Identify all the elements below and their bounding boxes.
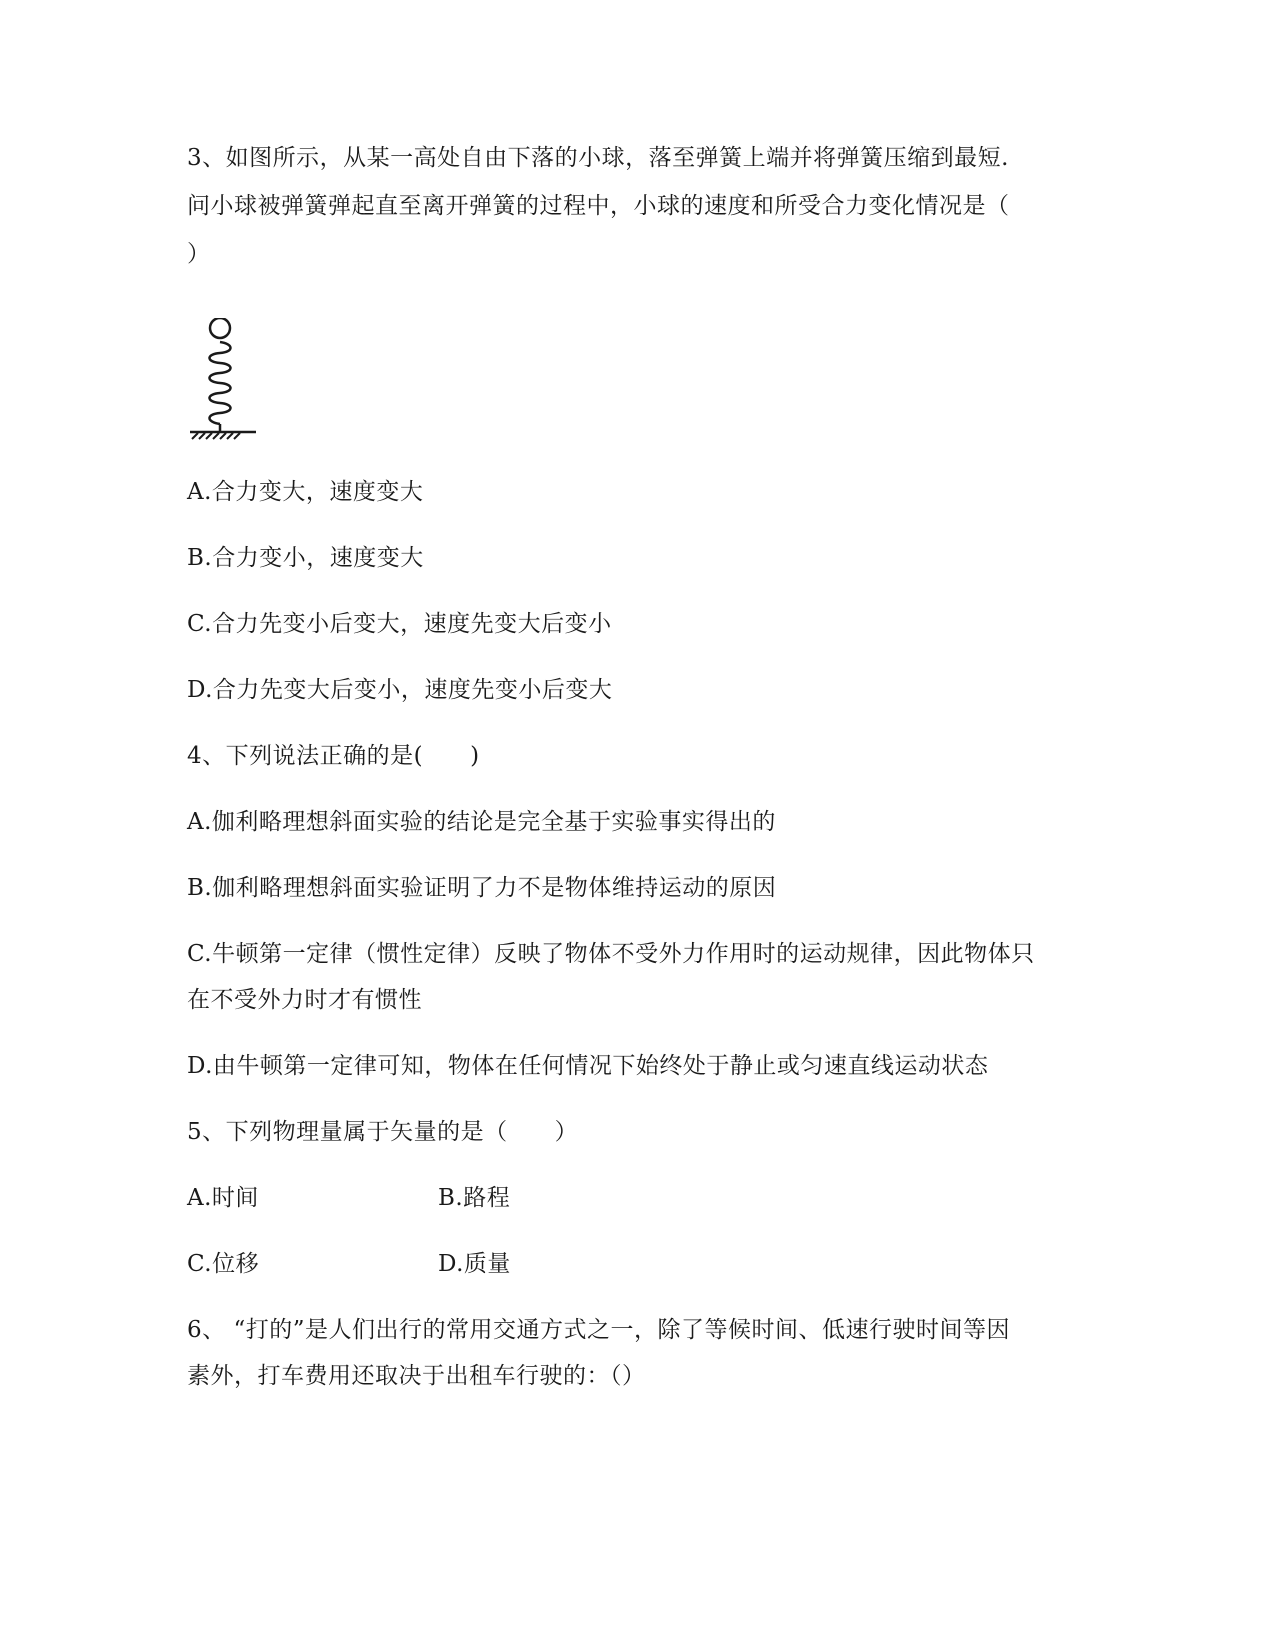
q3-stem-line3: ）: [187, 241, 211, 267]
q3-option-b: B.合力变小，速度变大: [187, 545, 424, 571]
q5-option-d: D.质量: [438, 1251, 511, 1277]
spring-shape: [210, 342, 231, 424]
q5-option-a: A.时间: [187, 1185, 259, 1211]
q6-stem-line2: 素外，打车费用还取决于出租车行驶的：（）: [187, 1363, 646, 1389]
q5-option-b: B.路程: [438, 1185, 511, 1211]
q3-option-a: A.合力变大，速度变大: [187, 479, 424, 505]
ball-shape: [210, 318, 230, 338]
q4-option-b: B.伽利略理想斜面实验证明了力不是物体维持运动的原因: [187, 875, 777, 901]
q5-option-c: C.位移: [187, 1251, 260, 1277]
ground-hatch: [192, 433, 240, 439]
q4-option-d: D.由牛顿第一定律可知，物体在任何情况下始终处于静止或匀速直线运动状态: [187, 1053, 989, 1079]
q4-stem: 4、下列说法正确的是( ): [187, 743, 480, 769]
q3-stem-line1: 3、如图所示，从某一高处自由下落的小球，落至弹簧上端并将弹簧压缩到最短.: [187, 145, 1009, 171]
q4-option-a: A.伽利略理想斜面实验的结论是完全基于实验事实得出的: [187, 809, 776, 835]
q4-option-c-line1: C.牛顿第一定律（惯性定律）反映了物体不受外力作用时的运动规律，因此物体只: [187, 941, 1035, 967]
q4-option-c-line2: 在不受外力时才有惯性: [187, 987, 422, 1013]
q3-option-d: D.合力先变大后变小，速度先变小后变大: [187, 677, 613, 703]
q6-stem-line1: 6、 “打的”是人们出行的常用交通方式之一，除了等候时间、低速行驶时间等因: [187, 1317, 1010, 1343]
q3-option-c: C.合力先变小后变大，速度先变大后变小: [187, 611, 612, 637]
q3-stem-line2: 问小球被弹簧弹起直至离开弹簧的过程中，小球的速度和所受合力变化情况是（: [187, 193, 1010, 219]
ball-spring-figure: [190, 318, 270, 458]
q5-stem: 5、下列物理量属于矢量的是（ ）: [187, 1119, 579, 1145]
